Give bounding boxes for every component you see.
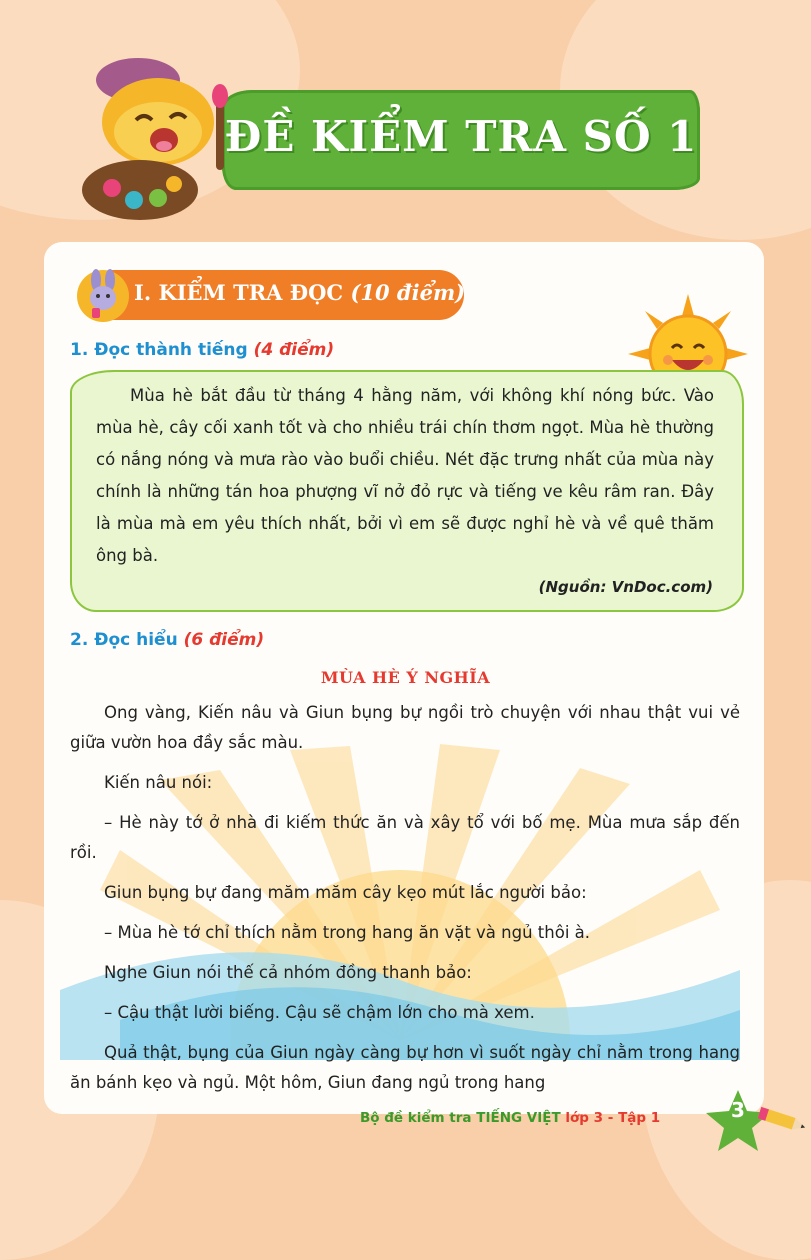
story-title: MÙA HÈ Ý NGHĨA [320,668,491,687]
passage-text: Mùa hè bắt đầu từ tháng 4 hằng năm, với không khí nóng bức. Vào mùa hè, cây cối xanh tốt và cho nhiều trái chín thơm ngọt. Mùa hè thường có nắng nóng và mưa rào vào buổi chiều. Nét đặc trưng nhất của mùa này chính là những tán hoa phượng vĩ nở đỏ rực và tiếng ve kêu râm ran. Đây là mùa mà em yêu thích nhất, bởi vì em sẽ được nghỉ hè và về quê thăm ông bà. [96,386,714,565]
reading-passage [96,380,714,572]
title-banner [222,90,700,190]
page-title: ĐỀ KIỂM TRA SỐ 1 [224,112,698,161]
painter-mascot-icon [78,40,248,220]
story-paragraph: – Hè này tớ ở nhà đi kiếm thức ăn và xây tổ với bố mẹ. Mùa mưa sắp đến rồi. [70,813,740,862]
story-paragraph: Kiến nâu nói: [104,773,213,792]
section-heading-pill [86,270,464,320]
passage-source: (Nguồn: VnDoc.com) [538,578,713,596]
part2-heading [70,630,264,650]
story-paragraph: Giun bụng bự đang măm măm cây kẹo mút lắc người bảo: [104,883,587,902]
pencil-icon [756,1104,808,1138]
story-paragraph: – Cậu thật lười biếng. Cậu sẽ chậm lớn cho mà xem. [104,1003,535,1022]
book-footer [360,1110,660,1126]
part2-label: 2. Đọc hiểu [70,630,178,650]
part1-heading [70,340,334,360]
story-paragraph: Quả thật, bụng của Giun ngày càng bự hơn vì suốt ngày chỉ nằm trong hang ăn bánh kẹo và ngủ. Một hôm, Giun đang ngủ trong hang [70,1043,740,1092]
page-number: 3 [731,1098,745,1122]
bunny-icon [76,266,130,324]
story-paragraph: – Mùa hè tớ chỉ thích nằm trong hang ăn vặt và ngủ thôi à. [104,923,591,942]
footer-book-prefix: Bộ đề kiểm tra [360,1110,472,1126]
footer-subject: TIẾNG VIỆT [476,1110,561,1126]
part2-points: (6 điểm) [183,630,265,650]
section-points: (10 điểm) [350,280,466,305]
story-text [70,698,740,1108]
part1-points: (4 điểm) [253,340,335,360]
section-label: I. KIỂM TRA ĐỌC [134,280,344,305]
footer-grade: lớp 3 [565,1110,604,1126]
footer-volume: - Tập 1 [607,1110,661,1126]
part1-label: 1. Đọc thành tiếng [70,340,248,360]
section-heading [134,280,465,305]
story-paragraph: Ong vàng, Kiến nâu và Giun bụng bự ngồi trò chuyện với nhau thật vui vẻ giữa vườn hoa đầy sắc màu. [70,703,740,752]
story-paragraph: Nghe Giun nói thế cả nhóm đồng thanh bảo: [104,963,472,982]
